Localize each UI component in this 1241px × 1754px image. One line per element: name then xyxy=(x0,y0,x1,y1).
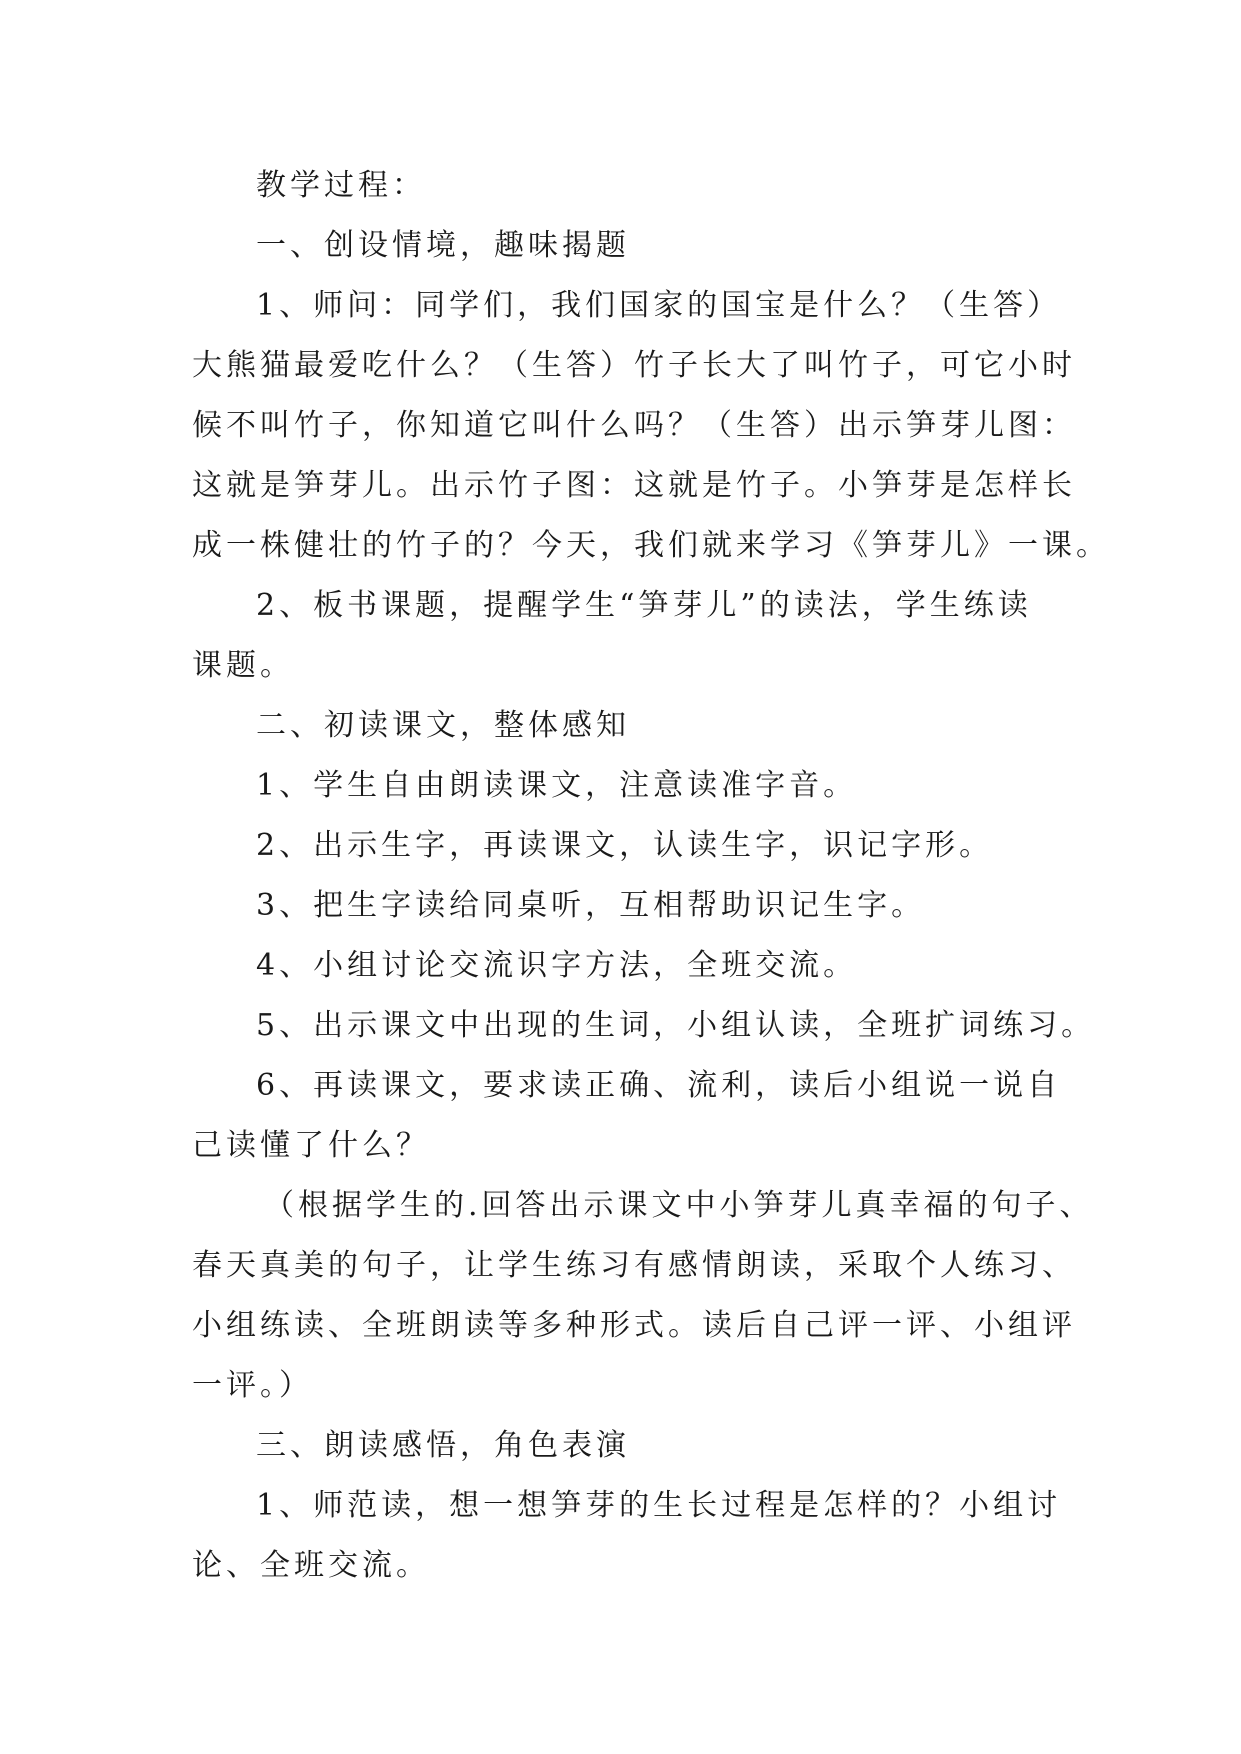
paragraph-line: 候不叫竹子，你知道它叫什么吗？（生答）出示笋芽儿图： xyxy=(192,408,1076,443)
paragraph-line: 一评。） xyxy=(192,1368,313,1403)
document-body xyxy=(192,156,1110,1596)
section-heading-2: 二、初读课文，整体感知 xyxy=(256,708,630,743)
paragraph-line: 这就是笋芽儿。出示竹子图：这就是竹子。小笋芽是怎样长 xyxy=(192,468,1076,503)
list-item: 1、师范读，想一想笋芽的生长过程是怎样的？小组讨 xyxy=(256,1488,1062,1523)
paragraph-line: 课题。 xyxy=(192,648,294,683)
paragraph-line: 2、板书课题，提醒学生“笋芽儿”的读法，学生练读 xyxy=(256,588,1032,623)
paragraph-line: 论、全班交流。 xyxy=(192,1548,430,1583)
list-item: 6、再读课文，要求读正确、流利，读后小组说一说自 xyxy=(256,1068,1062,1103)
paragraph-line: 成一株健壮的竹子的？今天，我们就来学习《笋芽儿》一课。 xyxy=(192,528,1110,563)
list-item: 3、把生字读给同桌听，互相帮助识记生字。 xyxy=(256,888,926,923)
section-heading-process: 教学过程： xyxy=(256,168,426,203)
section-heading-3: 三、朗读感悟，角色表演 xyxy=(256,1428,630,1463)
section-heading-1: 一、创设情境，趣味揭题 xyxy=(256,228,630,263)
list-item: 4、小组讨论交流识字方法，全班交流。 xyxy=(256,948,858,983)
paragraph-line: 春天真美的句子，让学生练习有感情朗读，采取个人练习、 xyxy=(192,1248,1076,1283)
paragraph-line: 小组练读、全班朗读等多种形式。读后自己评一评、小组评 xyxy=(192,1308,1076,1343)
list-item: 2、出示生字，再读课文，认读生字，识记字形。 xyxy=(256,828,994,863)
paragraph-line: 大熊猫最爱吃什么？（生答）竹子长大了叫竹子，可它小时 xyxy=(192,348,1076,383)
list-item: 1、学生自由朗读课文，注意读准字音。 xyxy=(256,768,858,803)
list-item: 5、出示课文中出现的生词，小组认读，全班扩词练习。 xyxy=(256,1008,1096,1043)
paragraph-line: 1、师问：同学们，我们国家的国宝是什么？（生答） xyxy=(256,288,1062,323)
paragraph-line: 己读懂了什么？ xyxy=(192,1128,430,1163)
paragraph-line: （根据学生的.回答出示课文中小笋芽儿真幸福的句子、 xyxy=(264,1188,1094,1223)
